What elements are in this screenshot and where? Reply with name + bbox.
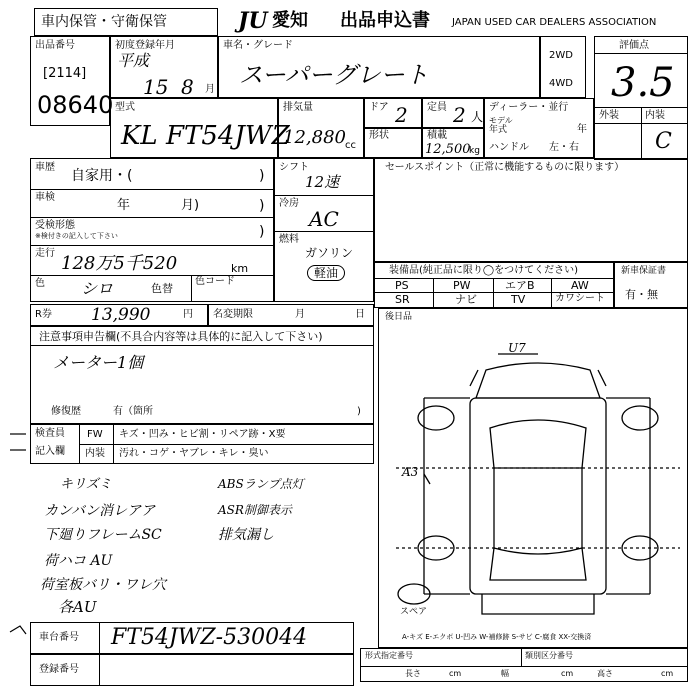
name-change-label: 名変期限 (213, 309, 253, 320)
inspector-label-2: 記入欄 (35, 446, 65, 457)
lot-label: 出品番号 (35, 40, 75, 51)
logo-text: 愛知 (272, 10, 308, 31)
mileage-unit: km (231, 262, 249, 275)
repair-label: 修復歴 (51, 406, 81, 417)
inspector-note-8: 荷室板バリ・ワレ穴 (40, 577, 166, 593)
rear-seat-label: 後日品 (385, 312, 413, 322)
notes-box (30, 326, 374, 424)
equipment-box (374, 262, 614, 308)
inspector-note-4: ASR制御表示 (218, 503, 292, 517)
equipment-pw: PW (453, 279, 471, 292)
doors-box (364, 98, 422, 128)
model-value: KL FT54JWZ (121, 121, 290, 151)
color-label: 色 (35, 278, 45, 289)
color-change-label: 色替 (151, 282, 173, 295)
color-value: シロ (81, 279, 114, 298)
inspector-interior-label: 内装 (85, 448, 105, 459)
width-cm: cm (561, 669, 574, 678)
wheel-front-right (622, 406, 658, 430)
equipment-label: 装備品(純正品に限り◯をつけてください) (389, 265, 578, 276)
car-name-box (218, 36, 540, 98)
shape-box (364, 128, 422, 158)
doors-label: ドア (369, 102, 389, 113)
fuel-gasoline: ガソリン (305, 246, 354, 260)
recycle-box (30, 304, 208, 326)
displacement-label: 排気量 (283, 102, 313, 113)
equipment-aw: AW (571, 279, 589, 292)
new-warranty-box (614, 262, 688, 308)
history-label: 車歴 (35, 162, 55, 173)
wheel-rear-right (622, 536, 658, 560)
grade-label: 評価点 (619, 40, 649, 51)
lot-sub-number: [2114] (43, 66, 87, 81)
name-change-box (208, 304, 374, 326)
first-registration-month-unit: 月 (205, 84, 215, 95)
model-year-label-2: 年式 (489, 125, 508, 135)
name-change-month: 月 (295, 309, 305, 320)
damage-legend: A-キズ E-エクボ U-凹み W-補修跡 S-サビ C-腐食 XX-交換済 (402, 633, 592, 641)
fuel-label: 燃料 (279, 234, 299, 245)
chassis-box (30, 622, 354, 654)
interior-value: C (655, 129, 672, 154)
cab-top-outline (476, 363, 600, 398)
equipment-airbag: エアB (505, 279, 535, 292)
grade-value: 3.5 (611, 60, 675, 106)
rear-panel-outline (490, 548, 586, 580)
sales-points-box (374, 158, 688, 262)
inspector-interior-items: 汚れ・コゲ・ヤブレ・キレ・臭い (119, 448, 269, 459)
shape-label: 形状 (369, 130, 389, 141)
capacity-box (422, 98, 484, 128)
inspection-close: ) (259, 198, 265, 214)
notes-value: メーター1個 (53, 353, 144, 372)
equipment-leather-seat: カワシート (555, 293, 605, 304)
load-unit: kg (469, 146, 480, 156)
mark-left (424, 474, 430, 484)
recycle-unit: 円 (183, 309, 193, 320)
association-name: JAPAN USED CAR DEALERS ASSOCIATION (452, 17, 657, 28)
inspector-fw-items: キズ・凹み・ヒビ割・リペア跡・X要 (119, 429, 286, 440)
bottom-info-box (360, 648, 688, 682)
diagram-label-left: A3 (402, 465, 419, 479)
lot-box (30, 36, 114, 126)
transfer-note: ※検付きの記入して下さい (35, 232, 118, 240)
drive-box (540, 36, 586, 98)
inspector-box (30, 424, 374, 464)
first-registration-month: 8 (181, 75, 194, 99)
shift-fuel-box (274, 158, 374, 302)
displacement-box (278, 98, 364, 158)
model-label: 型式 (115, 102, 135, 113)
notes-label: 注意事項申告欄(不具合内容等は具体的に記入して下さい) (39, 330, 323, 343)
shift-value: 12速 (305, 173, 340, 191)
mirror-lines (470, 370, 606, 386)
registration-label: 登録番号 (39, 664, 79, 675)
shift-label: シフト (279, 162, 309, 173)
load-label: 積載 (427, 130, 447, 141)
repair-close: ) (357, 406, 361, 417)
model-box (110, 98, 290, 158)
vehicle-diagram (378, 308, 688, 648)
check-mark-3 (10, 626, 26, 634)
history-close: ) (259, 168, 265, 184)
equipment-navi: ナビ (455, 293, 477, 306)
margin-check-marks (6, 420, 32, 650)
drive-2wd: 2WD (549, 50, 573, 61)
name-change-day: 日 (355, 309, 365, 320)
new-warranty-options: 有・無 (625, 288, 658, 301)
displacement-value: 12,880 (283, 127, 346, 148)
first-registration-era: 平成 (117, 51, 150, 70)
car-name-value: スーパーグレート (239, 61, 429, 89)
form-number-label: 形式指定番号 (365, 651, 413, 660)
inspector-note-2: ABSランプ点灯 (218, 477, 304, 491)
color-code-label: 色コード (195, 276, 235, 287)
dealer-box (484, 98, 594, 158)
interior-label: 内装 (645, 110, 665, 121)
chassis-label: 車台番号 (39, 632, 79, 643)
recycle-value: 13,990 (91, 305, 151, 325)
drive-4wd: 4WD (549, 78, 573, 89)
lot-number: 08640 (37, 91, 114, 119)
capacity-label: 定員 (427, 102, 447, 113)
length-label: 長さ (405, 669, 421, 678)
history-value: 自家用・( (71, 168, 133, 184)
doors-value: 2 (395, 103, 408, 127)
length-cm: cm (449, 669, 462, 678)
load-box (422, 128, 484, 158)
mileage-label: 走行 (35, 248, 55, 259)
transfer-label: 受検形態 (35, 220, 75, 231)
chassis-value: FT54JWZ-530044 (111, 625, 308, 650)
diagram-label-spare: スペア (400, 607, 428, 617)
registration-box (30, 654, 354, 686)
inspector-note-7: 荷ハコ AU (44, 553, 113, 569)
transfer-close: ) (259, 224, 265, 240)
first-registration-box (110, 36, 218, 98)
recycle-label: R券 (35, 309, 52, 320)
cargo-inner-lines (494, 468, 582, 548)
inspection-label: 車検 (35, 192, 55, 203)
class-number-label: 類別区分番号 (525, 651, 573, 660)
inspector-note-3: カンバン消レアア (44, 503, 156, 519)
vehicle-info-box (30, 158, 274, 302)
aircon-value: AC (309, 207, 339, 231)
inspector-fw-label: FW (87, 429, 103, 440)
sales-points-label: セールスポイント（正常に機能するものに限ります） (385, 162, 625, 173)
aircon-label: 冷房 (279, 198, 299, 209)
dealer-label: ディーラー・並行 (489, 102, 569, 113)
page-title: 出品申込書 (340, 10, 430, 31)
equipment-ps: PS (395, 279, 409, 292)
model-year-unit: 年 (577, 124, 587, 135)
mileage-value: 128万5千520 (61, 253, 178, 274)
ju-logo-mark: JU (238, 8, 268, 34)
cab-interior-outline (490, 420, 586, 468)
inspector-note-9: 各AU (58, 598, 97, 616)
displacement-unit: cc (345, 140, 356, 151)
inspection-year-unit: 年 (117, 198, 131, 213)
rear-bumper (482, 594, 594, 614)
first-registration-year: 15 (143, 75, 169, 99)
inspector-label-1: 検査員 (35, 428, 65, 439)
model-year-label-1: モデル (489, 116, 513, 125)
width-label: 幅 (501, 669, 509, 678)
inspector-note-6: 排気漏し (218, 527, 274, 543)
height-cm: cm (661, 669, 674, 678)
capacity-unit: 人 (471, 110, 484, 124)
load-value: 12,500 (425, 142, 471, 157)
new-warranty-label: 新車保証書 (621, 266, 667, 276)
inspector-note-5: 下廻りフレームSC (44, 527, 162, 543)
exterior-label: 外装 (599, 110, 619, 121)
grade-box (594, 36, 688, 160)
equipment-sr: SR (395, 293, 410, 306)
fuel-diesel: 軽油 (307, 265, 345, 281)
handle-options: 左・右 (549, 142, 579, 153)
equipment-tv: TV (511, 293, 526, 306)
capacity-value: 2 (453, 103, 466, 127)
diagram-label-top: U7 (508, 341, 526, 355)
inspection-month-unit: 月) (181, 198, 200, 213)
first-registration-label: 初度登録年月 (115, 40, 175, 51)
repair-value: 有（箇所 (113, 406, 153, 417)
height-label: 高さ (597, 669, 613, 678)
storage-box (34, 8, 218, 36)
handle-label: ハンドル (489, 142, 529, 153)
storage-label: 車内保管・守衛保管 (41, 14, 167, 30)
inspector-note-1: キリズミ (60, 477, 112, 492)
car-name-label: 車名・グレード (223, 40, 293, 51)
